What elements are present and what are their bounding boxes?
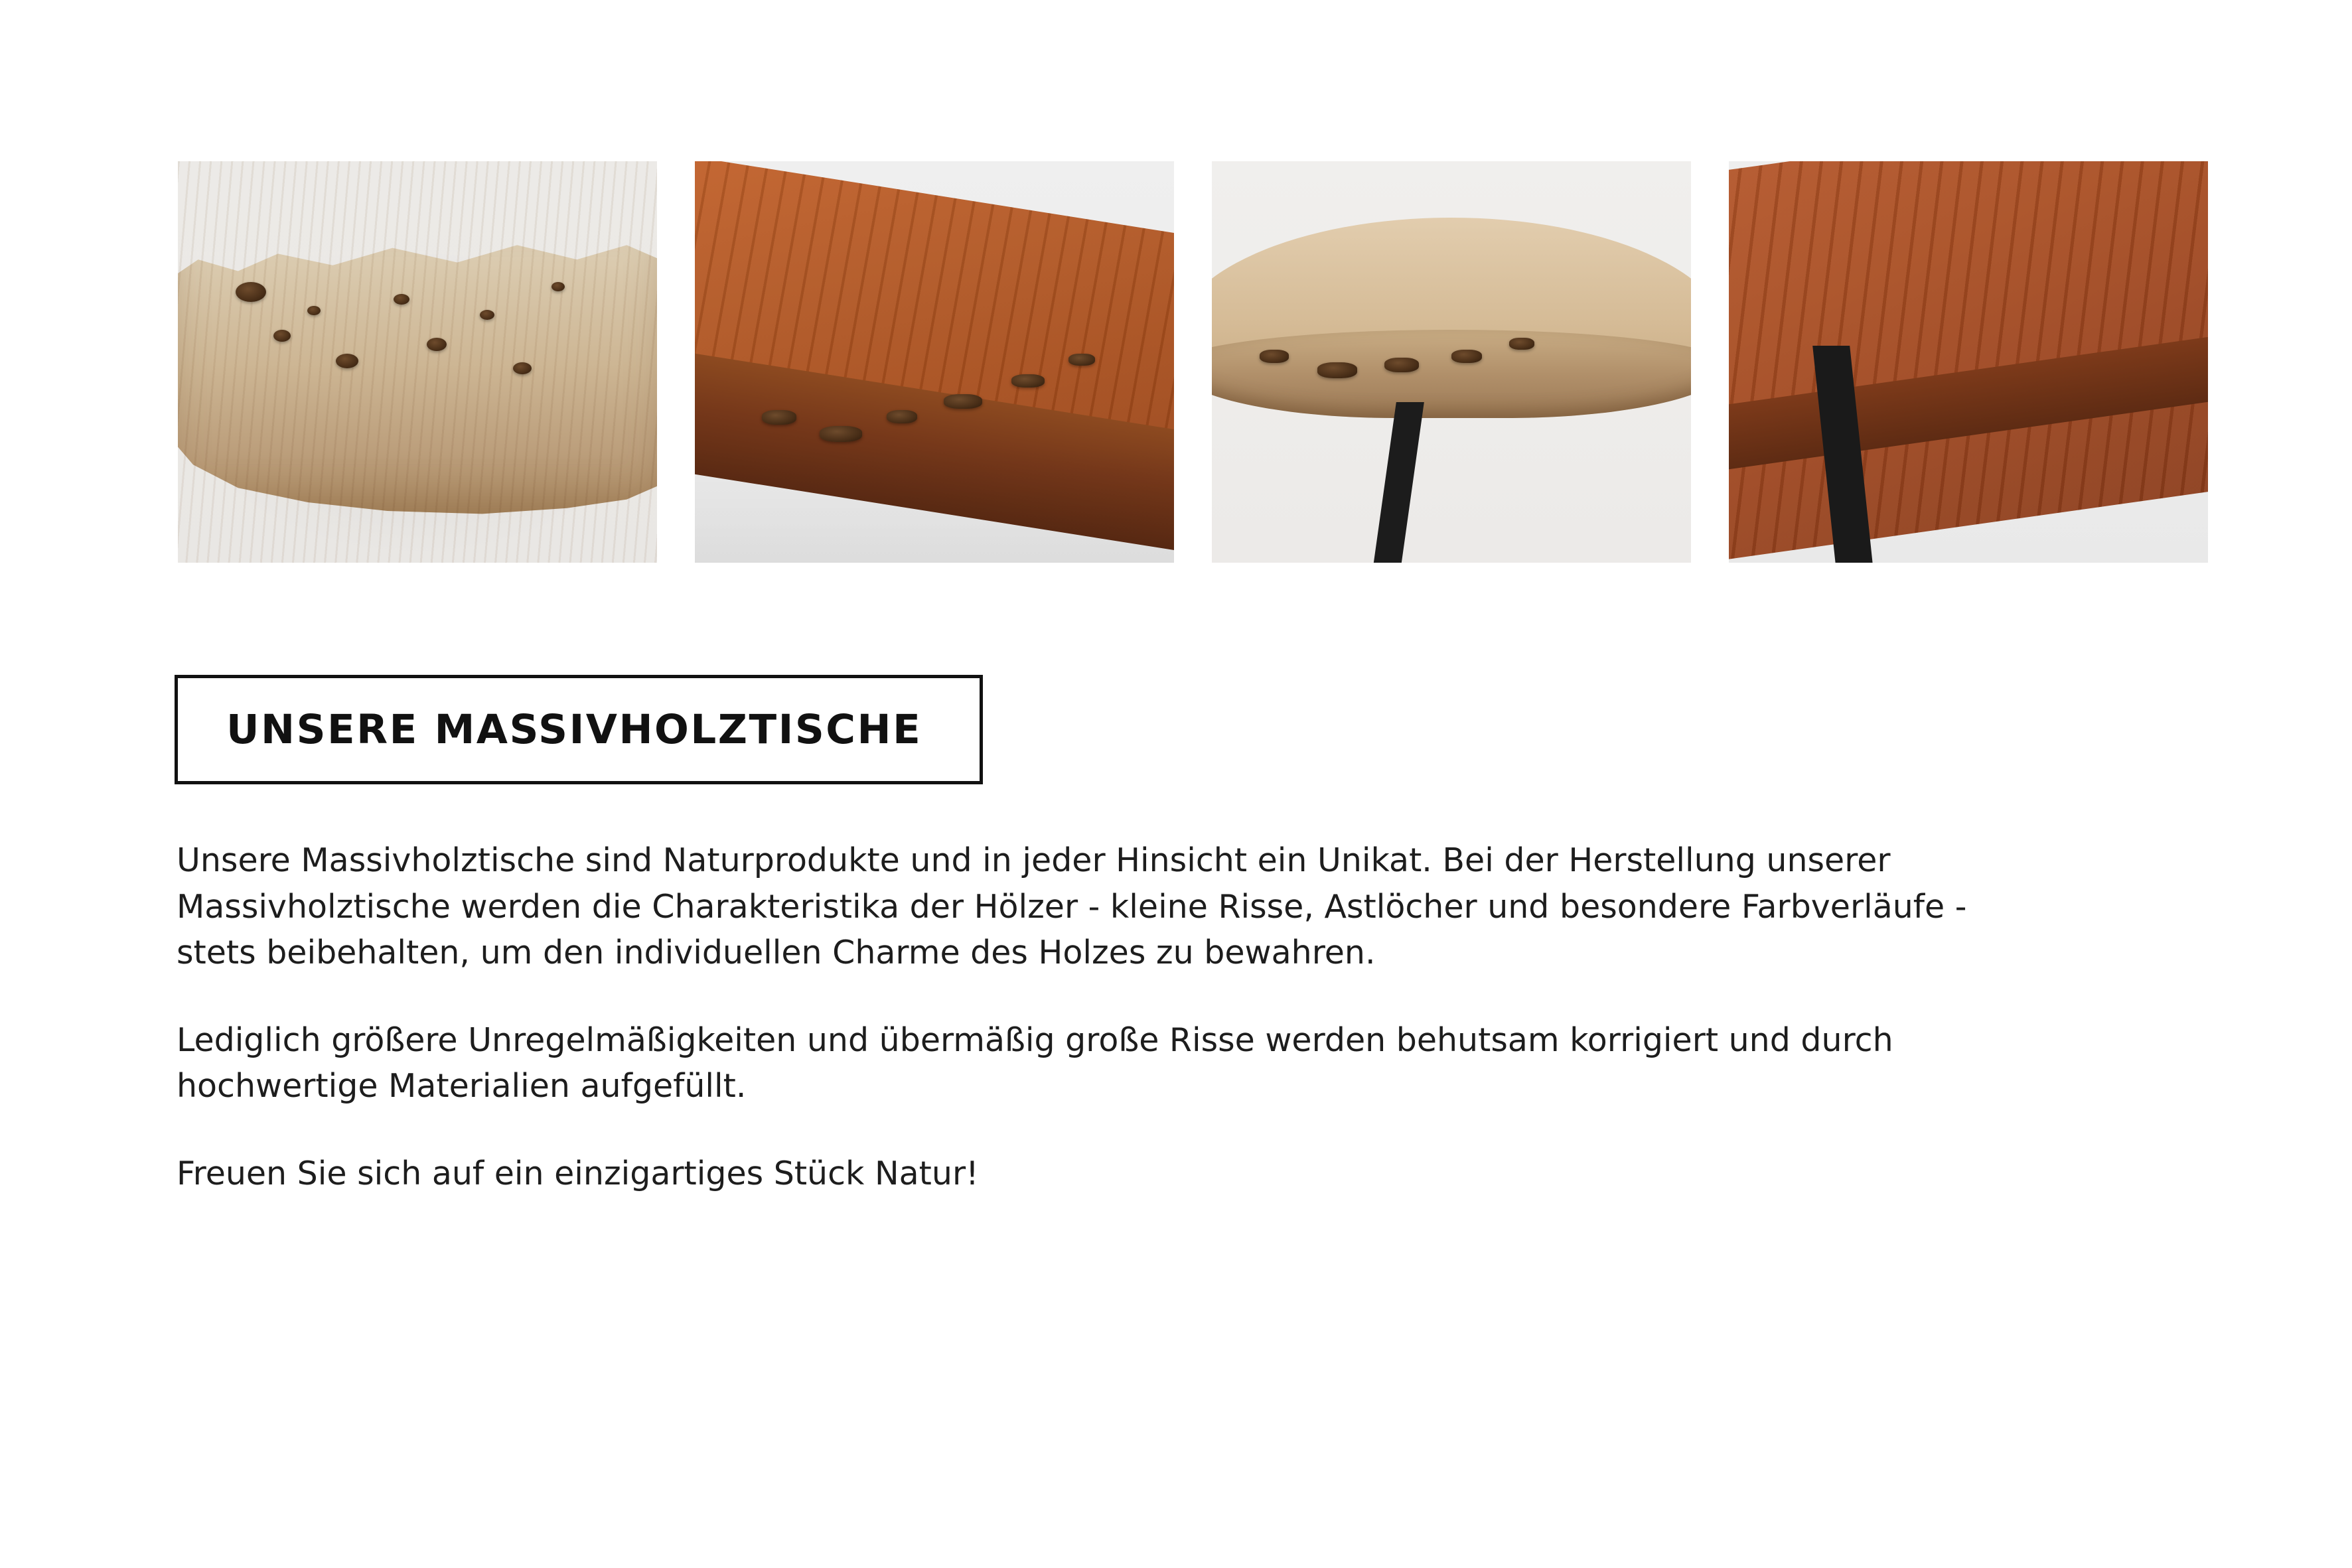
wood-knot: [236, 282, 266, 302]
product-image-gallery: [178, 161, 2242, 563]
paragraph-2: Lediglich größere Unregelmäßigkeiten und übermäßig große Risse werden behutsam korrigiert und durch hochwertige Materialien aufgefüllt.: [177, 1021, 1893, 1105]
wood-knot: [1011, 374, 1045, 388]
wood-knot: [551, 282, 565, 291]
wood-knot: [480, 310, 494, 320]
wood-knot: [513, 362, 532, 374]
paragraph-1: Unsere Massivholztische sind Naturprodukte und in jeder Hinsicht ein Unikat. Bei der Herstellung unserer Massivholztische werden die Charakteristika der Hölzer - kleine Risse, Astlöcher und besondere Farbverläufe - stets beibehalten, um den individuellen Charme des Holzes zu bewahren.: [177, 841, 1967, 972]
wood-knot: [394, 294, 409, 305]
wood-knot: [887, 410, 917, 423]
body-copy: [177, 837, 2021, 1196]
wood-knot: [1317, 362, 1357, 378]
table-leg: [1372, 402, 1424, 563]
photo-shadow: [695, 443, 1174, 563]
live-edge-band: [1212, 330, 1691, 418]
paragraph-3: Freuen Sie sich auf ein einzigartiges Stück Natur!: [177, 1154, 979, 1192]
wood-knot: [1260, 350, 1289, 363]
wood-knot: [1451, 350, 1482, 363]
section-heading-box: [175, 675, 983, 784]
wood-knot: [762, 410, 796, 425]
wood-knot: [820, 426, 862, 442]
wood-knot: [1384, 358, 1419, 372]
wood-knot: [1509, 338, 1534, 350]
gallery-image-wood-slab-detail-red-live-edge[interactable]: [695, 161, 1174, 563]
gallery-image-wood-slab-detail-pale[interactable]: [178, 161, 657, 563]
wood-grain-texture: [178, 161, 657, 563]
gallery-image-table-corner-black-leg[interactable]: [1729, 161, 2208, 563]
wood-knot: [307, 306, 321, 315]
page-title: UNSERE MASSIVHOLZTISCHE: [226, 706, 922, 753]
wood-knot: [1068, 354, 1095, 366]
wood-knot: [944, 394, 982, 409]
gallery-image-round-table-live-edge[interactable]: [1212, 161, 1691, 563]
